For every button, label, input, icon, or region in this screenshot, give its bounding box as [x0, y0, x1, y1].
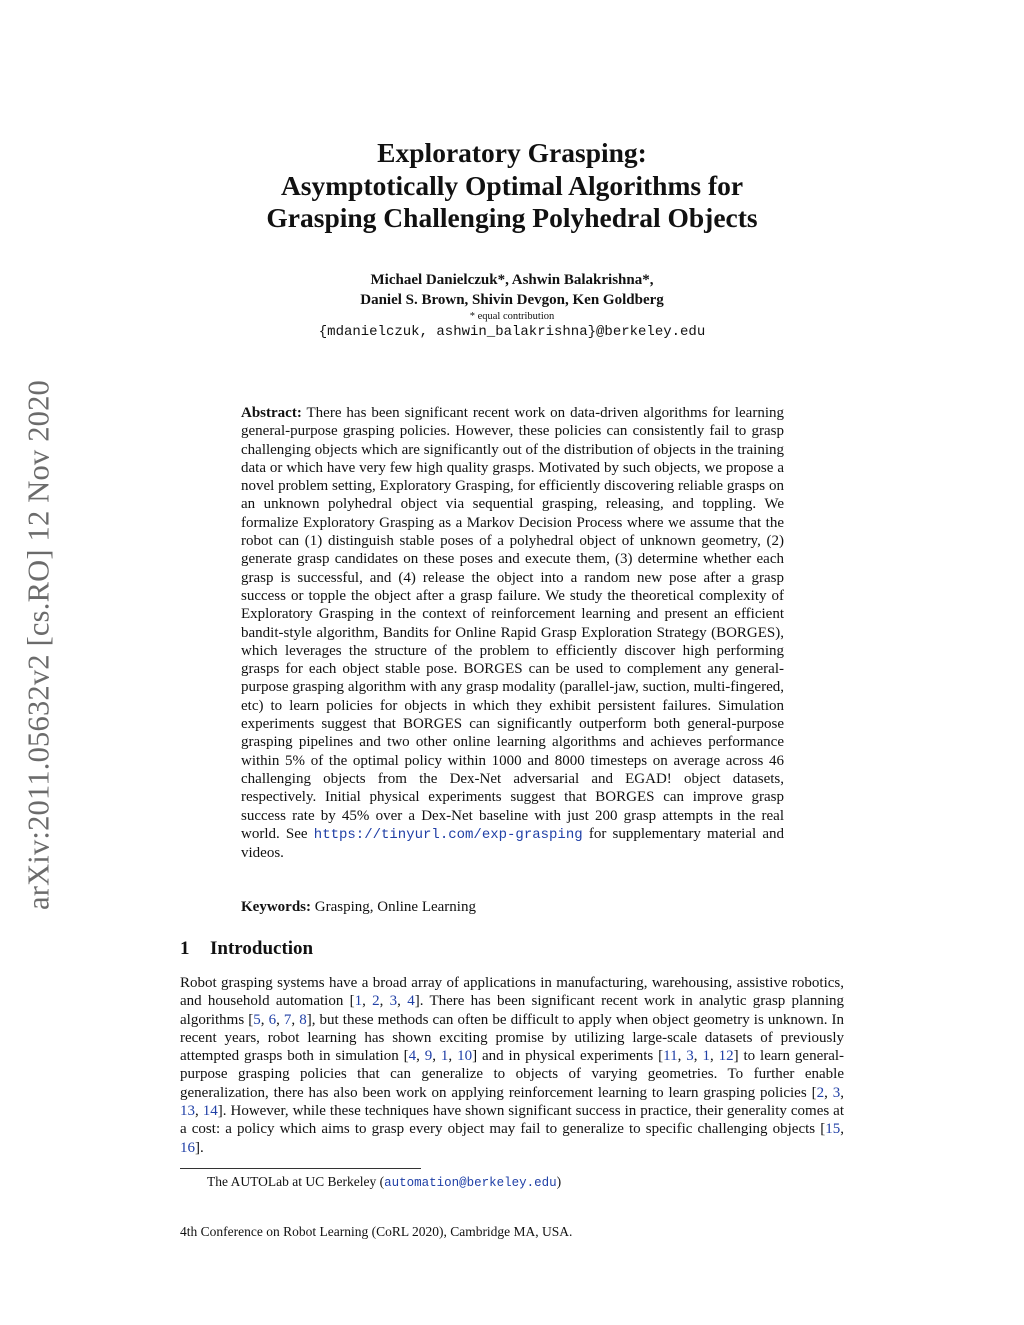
conference-note: 4th Conference on Robot Learning (CoRL 2020), Cambridge MA, USA.	[180, 1224, 573, 1239]
footnote-text: The AUTOLab at UC Berkeley (	[207, 1174, 385, 1189]
supplementary-link[interactable]: https://tinyurl.com/exp-grasping	[313, 826, 583, 843]
title-line: Grasping Challenging Polyhedral Objects	[266, 202, 758, 233]
intro-text: ] and in physical experiments [	[472, 1048, 664, 1065]
footnote	[207, 1174, 561, 1190]
footnote-email[interactable]: automation@berkeley.edu	[384, 1176, 557, 1190]
abstract-tail: for supplementary material and videos.	[241, 825, 785, 862]
citation-link[interactable]: 9	[424, 1048, 433, 1065]
equal-contribution-note: * equal contribution	[469, 311, 555, 322]
arxiv-sidebar	[10, 345, 68, 945]
citation-link[interactable]: 14	[202, 1103, 218, 1120]
citation-link[interactable]: 16	[180, 1139, 195, 1156]
paper-title	[180, 137, 844, 235]
citation-link[interactable]: 4	[407, 993, 415, 1010]
citation-link[interactable]: 10	[457, 1048, 473, 1065]
intro-text: ], but these methods can often be difficult to apply when object geometry is unknown. In recent years, robot learning has shown exciting promise by utilizing large-scale datasets of previously attempted grasps both in simulation [	[180, 1011, 845, 1065]
authors-line-2: Daniel S. Brown, Shivin Devgon, Ken Goldberg	[360, 292, 664, 308]
arxiv-identifier: arXiv:2011.05632v2 [cs.RO] 12 Nov 2020	[21, 379, 56, 911]
citation-link[interactable]: 4	[408, 1048, 417, 1065]
citation-link[interactable]: 3	[686, 1048, 694, 1065]
citation-link[interactable]: 6	[268, 1011, 277, 1028]
keywords	[241, 899, 784, 916]
citation-link[interactable]: 15	[825, 1121, 841, 1138]
section-title: Introduction	[210, 938, 314, 959]
citation-link[interactable]: 2	[372, 993, 380, 1010]
title-line: Asymptotically Optimal Algorithms for	[280, 169, 744, 201]
intro-text: Robot grasping systems have a broad array of applications in manufacturing, warehousing, assistive robotics, and household automation [	[180, 975, 844, 1010]
citation-link[interactable]: 1	[354, 993, 363, 1010]
abstract-text: There has been significant recent work on data-driven algorithms for learning general-purpose grasping policies. However, these policies can consistently fail to grasp challenging objects which are significantly out of the distribution of objects in the training data or which have very few high quality grasps. Motivated by such objects, we propose a novel problem setting, Exploratory Grasping, for efficiently discovering reliable grasps on an unknown polyhedral object via sequential grasping, releasing, and toppling. We formalize Exploratory Grasping as a Markov Decision Process where we assume that the robot can (1) distinguish stable poses of a polyhedral object of unknown geometry, (2) generate grasp candidates on these poses and execute them, (3) determine whether each grasp is successful, and (4) release the object into a random new pose after a grasp success or topple the object after a grasp failure. We study the theoretical complexity of Exploratory Grasping in the context of reinforcement learning and present an efficient bandit-style algorithm, Bandits for Online Rapid Grasp Exploration Strategy (BORGES), which leverages the structure of the problem to efficiently discover high performing grasps for each object stable pose. BORGES can be used to complement any general-purpose grasping algorithm with any grasp modality (parallel-jaw, suction, multi-fingered, etc) to learn policies for objects in which they exhibit persistent failures. Simulation experiments suggest that BORGES can significantly outperform both general-purpose grasping pipelines and two other online learning algorithms and achieves performance within 5% of the optimal policy within 1000 and 8000 timesteps on average across 46 challenging objects from the Dex-Net adversarial and EGAD! object datasets, respectively. Initial physical experiments suggest that BORGES can improve grasp success rate by 45% over a Dex-Net baseline with just 200 grasp attempts in the real world. See	[241, 405, 784, 842]
abstract	[241, 404, 784, 862]
citation-link[interactable]: 11	[663, 1048, 678, 1065]
citation-link[interactable]: 3	[389, 993, 398, 1010]
section-number: 1	[180, 938, 190, 959]
citation-link[interactable]: 1	[702, 1048, 710, 1065]
keywords-text: Grasping, Online Learning	[314, 899, 476, 915]
authors-line-1: Michael Danielczuk*, Ashwin Balakrishna*,	[370, 272, 654, 288]
citation-link[interactable]: 13	[180, 1103, 195, 1120]
intro-text: ]. However, while these techniques have shown significant success in practice, their generality comes at a cost: a policy which aims to grasp every object may fail to generalize to specific challenging objects [	[180, 1103, 845, 1138]
keywords-label: Keywords:	[241, 899, 311, 915]
citation-link[interactable]: 7	[283, 1011, 292, 1028]
intro-text: ] to learn general-purpose grasping policies that can generalize to objects of varying geometries. To further enable generalization, there has also been work on applying reinforcement learning to learn grasping policies [	[180, 1048, 845, 1101]
author-emails: {mdanielczuk, ashwin_balakrishna}@berkeley.edu	[318, 324, 706, 340]
citation-link[interactable]: 8	[299, 1011, 307, 1028]
citation-link[interactable]: 1	[440, 1048, 449, 1065]
intro-text: ]. There has been significant recent work in analytic grasp planning algorithms [	[180, 993, 845, 1028]
citation-link[interactable]: 2	[816, 1084, 825, 1101]
citation-link[interactable]: 5	[253, 1011, 261, 1028]
abstract-label: Abstract:	[241, 405, 302, 421]
title-line: Exploratory Grasping:	[377, 137, 647, 168]
author-list	[180, 270, 844, 310]
section-heading	[180, 938, 313, 960]
citation-link[interactable]: 3	[832, 1084, 841, 1101]
footnote-divider	[180, 1168, 421, 1169]
introduction-paragraph: Robot grasping systems have a broad array of applications in manufacturing, warehousing, assistive robotics, and household automation [1, 2, 3, 4]. There has been significant recent work in analytic grasp planning algorithms [5, 6, 7, 8], but these methods can often be difficult to apply when object geometry is unknown. In recent years, robot learning has shown exciting promise by utilizing large-scale datasets of previously attempted grasps both in simulation [4, 9, 1, 10] and in physical experiments [11, 3, 1, 12] to learn general-purpose grasping policies that can generalize to objects of varying geometries. To further enable generalization, there has also been work on applying reinforcement learning to learn grasping policies [2, 3, 13, 14]. However, while these techniques have shown significant success in practice, their generality comes at a cost: a policy which aims to grasp every object may fail to generalize to specific challenging objects [15, 16].	[180, 975, 845, 1156]
intro-text: ].	[195, 1139, 204, 1156]
footnote-close: )	[556, 1174, 562, 1189]
citation-link[interactable]: 12	[718, 1048, 734, 1065]
